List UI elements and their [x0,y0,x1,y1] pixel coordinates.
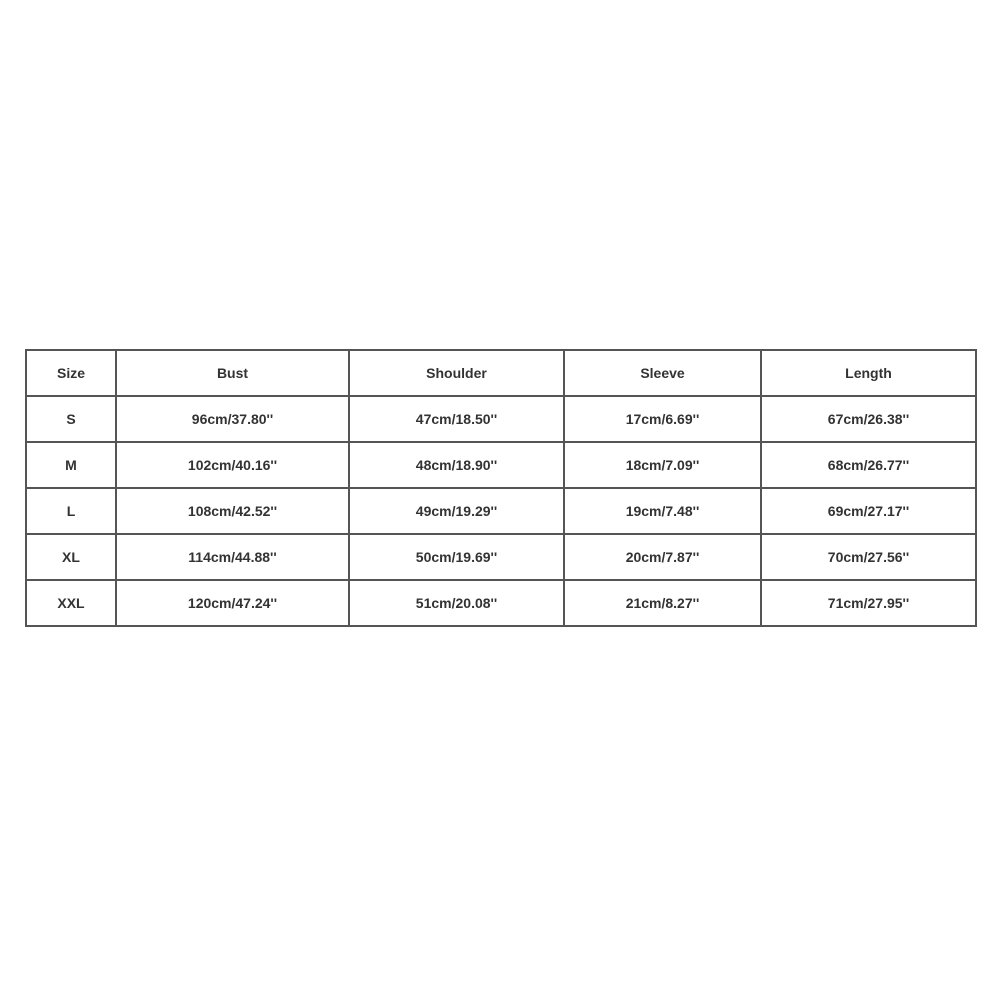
table-row [26,580,976,626]
size-cell: S [26,396,116,442]
shoulder-cell: 50cm/19.69'' [349,534,564,580]
header-shoulder: Shoulder [349,350,564,396]
length-cell: 67cm/26.38'' [761,396,976,442]
header-size: Size [26,350,116,396]
sleeve-cell: 20cm/7.87'' [564,534,761,580]
size-cell: XXL [26,580,116,626]
table-row [26,534,976,580]
length-cell: 68cm/26.77'' [761,442,976,488]
shoulder-cell: 51cm/20.08'' [349,580,564,626]
sleeve-cell: 19cm/7.48'' [564,488,761,534]
bust-cell: 96cm/37.80'' [116,396,349,442]
size-cell: XL [26,534,116,580]
bust-cell: 102cm/40.16'' [116,442,349,488]
header-sleeve: Sleeve [564,350,761,396]
sleeve-cell: 18cm/7.09'' [564,442,761,488]
shoulder-cell: 47cm/18.50'' [349,396,564,442]
table-header-row [26,350,976,396]
table-row [26,396,976,442]
length-cell: 71cm/27.95'' [761,580,976,626]
shoulder-cell: 48cm/18.90'' [349,442,564,488]
table-row [26,488,976,534]
sleeve-cell: 21cm/8.27'' [564,580,761,626]
header-bust: Bust [116,350,349,396]
size-chart-table [25,349,977,627]
length-cell: 69cm/27.17'' [761,488,976,534]
size-cell: L [26,488,116,534]
bust-cell: 120cm/47.24'' [116,580,349,626]
bust-cell: 114cm/44.88'' [116,534,349,580]
bust-cell: 108cm/42.52'' [116,488,349,534]
table-row [26,442,976,488]
header-length: Length [761,350,976,396]
sleeve-cell: 17cm/6.69'' [564,396,761,442]
length-cell: 70cm/27.56'' [761,534,976,580]
size-cell: M [26,442,116,488]
shoulder-cell: 49cm/19.29'' [349,488,564,534]
